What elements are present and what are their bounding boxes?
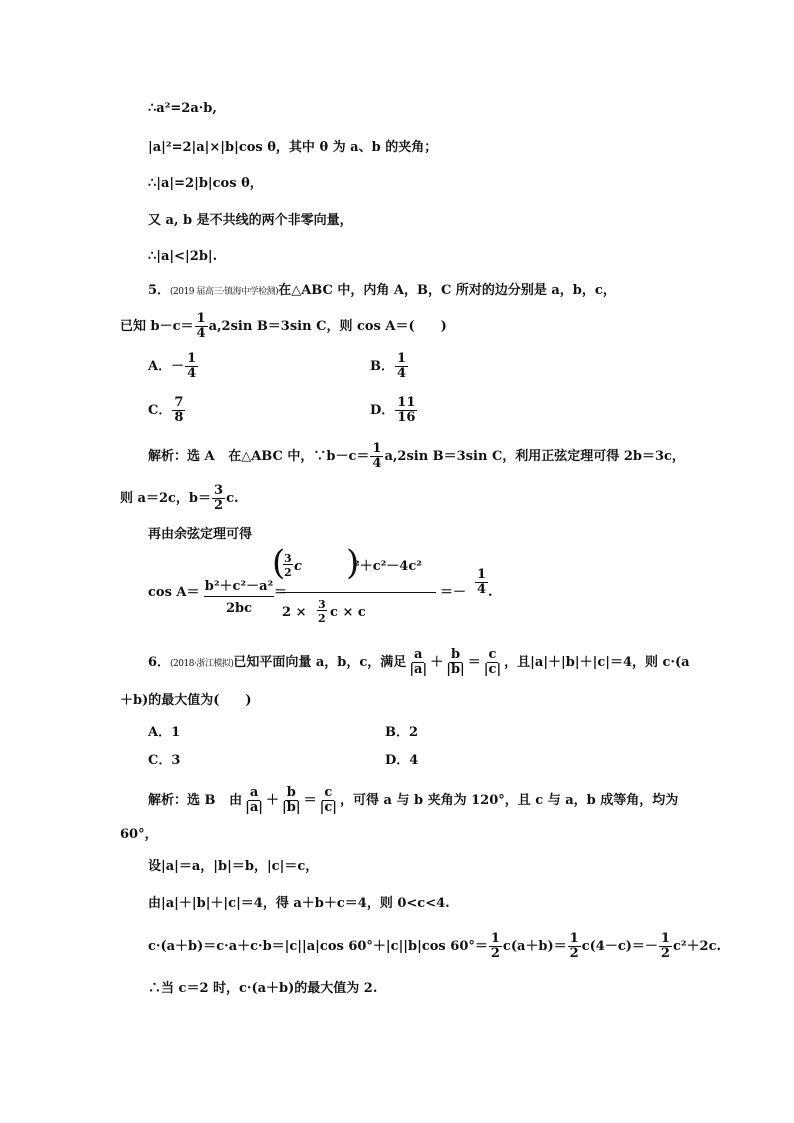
q5-option-d-num: 11 <box>397 395 416 410</box>
q5-stem-frac-den: 4 <box>196 326 206 341</box>
q5-analysis-b-den: 2 <box>214 498 224 513</box>
q6-frac-b-den: |b| <box>446 662 465 677</box>
q6-analysis-a-prefix: 由 <box>229 793 243 808</box>
q6-half-1-num: 1 <box>490 931 500 946</box>
q6-frac-c-den: |c| <box>483 662 502 677</box>
q5-analysis-b-num: 3 <box>214 483 224 498</box>
q6-option-a: A．1 <box>148 725 181 740</box>
line-inequality: ∴|a|<|2b|. <box>148 249 218 264</box>
q6-analysis-frac-b-num: b <box>286 785 296 800</box>
q6-half-2-den: 2 <box>569 946 579 961</box>
q5-stem-fraction <box>195 312 208 341</box>
q5-option-b-den: 4 <box>397 366 407 381</box>
q6-analysis-a-suffix: ，可得 a 与 b 夹角为 120°，且 c 与 a，b 成等角，均为 <box>339 793 679 808</box>
q6-half-1-den: 2 <box>490 946 500 961</box>
q5-option-b-label: B． <box>370 359 394 374</box>
q5-number: 5． <box>148 283 171 298</box>
q5-cos-inner-num: 3 <box>284 552 292 565</box>
q5-option-b-num: 1 <box>397 351 407 366</box>
q6-number: 6． <box>148 655 171 670</box>
q6-line-calc <box>148 932 721 961</box>
q6-analysis-label: 解析：选 B <box>148 793 216 808</box>
q6-line-calc-b: c(a＋b)＝ <box>502 939 567 954</box>
q5-analysis-b-suffix: c. <box>226 491 239 506</box>
q5-analysis-a2: a,2sin B＝3sin C，利用正弦定理可得 2b＝3c， <box>384 449 685 464</box>
q5-option-a-den: 4 <box>187 366 197 381</box>
q5-cos-right-paren: ) <box>346 543 360 583</box>
q6-analysis-frac-b-den: |b| <box>282 800 301 815</box>
q5-analysis-frac-num: 1 <box>372 441 382 456</box>
q5-option-b <box>370 352 409 381</box>
line-noncollinear: 又 a, b 是不共线的两个非零向量， <box>148 213 353 228</box>
q5-cos-left-paren: ( <box>272 543 286 583</box>
q5-option-c-label: C． <box>148 403 172 418</box>
q5-option-d-frac <box>395 396 417 425</box>
q5-stem-frac-num: 1 <box>196 311 206 326</box>
q5-option-a-label: A．－ <box>148 359 185 374</box>
q6-frac-c-num: c <box>488 647 497 662</box>
q6-frac-a-num: a <box>414 647 423 662</box>
line-a-squared: ∴a²=2a·b, <box>148 101 217 116</box>
q5-cos-f1-num: b²＋c²－a² <box>204 579 274 594</box>
q6-analysis-line1: 解析：选 B 由 $\frac{a}{|a|}$ ＋ $\frac{b}{|b|}$ ＝ $\frac{c}{|c|}$ ，可得 a 与 b 夹角为 120°，且 c 与 a，b 成等角，均为 <box>148 785 679 815</box>
q5-cos-f1-den: 2bc <box>225 601 253 616</box>
q5-analysis-line2 <box>120 484 239 513</box>
q5-cos-f2-num-tail: ²＋c²－4c² <box>354 559 422 574</box>
q6-source: (2018·浙江模拟) <box>170 659 234 669</box>
q5-cos-eq: ＝ <box>274 585 288 600</box>
q5-option-a <box>148 352 199 381</box>
q5-cos-den-inner-den: 2 <box>318 612 326 625</box>
q6-analysis-frac-b <box>280 786 303 815</box>
q5-stem-line2 <box>120 312 447 341</box>
q5-cos-result-suffix: . <box>488 585 493 600</box>
q6-analysis-frac-a-num: a <box>249 785 259 800</box>
q5-analysis-frac <box>370 442 383 471</box>
q5-cos-inner-c: c <box>294 559 302 574</box>
q6-half-2 <box>568 932 581 961</box>
q5-option-c <box>148 396 186 425</box>
q6-stem-a-suffix: ，且|a|＋|b|＋|c|＝4，则 c·(a <box>504 655 690 670</box>
q5-cos-result-num: 1 <box>477 567 487 582</box>
q6-frac-b-num: b <box>450 647 461 662</box>
q6-half-3-num: 1 <box>660 931 670 946</box>
q6-analysis-frac-c <box>318 786 339 815</box>
q5-option-d <box>370 396 418 425</box>
line-magnitude-equation: |a|²=2|a|×|b|cos θ，其中 θ 为 a、b 的夹角； <box>148 140 438 155</box>
q5-cos-rule-intro: 再由余弦定理可得 <box>148 527 253 542</box>
q5-analysis-frac-den: 4 <box>372 456 382 471</box>
q5-cos-inner-den: 2 <box>284 566 292 579</box>
q6-line-calc-a: c·(a＋b)＝c·a＋c·b＝|c||a|cos 60°＋|c||b|cos 60°＝ <box>148 939 488 954</box>
q5-cos-f2-den-a: 2 × <box>282 605 307 620</box>
q6-line-calc-d: c²＋2c. <box>672 939 722 954</box>
q5-cos-den-inner-num: 3 <box>318 598 326 611</box>
q6-analysis-frac-c-den: |c| <box>319 800 337 815</box>
q5-option-b-frac <box>395 352 408 381</box>
q6-stem-a: 已知平面向量 a，b，c，满足 <box>233 655 407 670</box>
q5-option-a-frac <box>185 352 198 381</box>
q6-line-calc-c: c(4－c)＝－ <box>581 939 658 954</box>
q6-option-c: C．3 <box>148 753 181 768</box>
line-a-equals: ∴|a|=2|b|cos θ， <box>148 176 263 191</box>
q6-conclusion: ∴当 c＝2 时，c·(a＋b)的最大值为 2. <box>148 981 378 996</box>
q5-option-c-num: 7 <box>174 395 184 410</box>
q5-option-d-label: D． <box>370 403 395 418</box>
q6-half-2-num: 1 <box>569 931 579 946</box>
q6-frac-c <box>482 648 503 677</box>
q5-analysis-b-prefix: 则 a＝2c，b＝ <box>120 491 212 506</box>
q6-line-sum: 由|a|＋|b|＋|c|＝4，得 a＋b＋c＝4，则 0<c<4. <box>148 896 450 911</box>
q6-stem-line2: ＋b)的最大值为( ) <box>120 693 252 708</box>
q5-stem-b-prefix: 已知 b－c＝ <box>120 319 194 334</box>
q6-frac-a <box>407 648 429 677</box>
q6-frac-a-den: |a| <box>409 662 428 677</box>
q6-half-3 <box>659 932 672 961</box>
q6-half-3-den: 2 <box>660 946 670 961</box>
q5-cos-result-frac <box>475 568 488 597</box>
q6-option-b: B．2 <box>385 725 419 740</box>
q6-analysis-frac-a <box>243 786 265 815</box>
q5-cos-f2-den-c: c × c <box>330 605 366 620</box>
q6-line-set: 设|a|＝a，|b|＝b，|c|＝c， <box>148 859 319 874</box>
q5-option-c-den: 8 <box>174 410 184 425</box>
q5-analysis-a: 在△ABC 中，∵b－c＝ <box>228 449 370 464</box>
q5-option-a-num: 1 <box>187 351 197 366</box>
q6-analysis-line2: 60°， <box>120 827 158 842</box>
q5-cos-result-den: 4 <box>477 582 487 597</box>
q6-stem-line1: 6．(2018·浙江模拟)已知平面向量 a，b，c，满足 $\frac{a}{|a|}$ ＋ $\frac{b}{|b|}$ ＝ $\frac{c}{|c|}$ ，且|a|＋|b|＋|c|＝4，则 c·(a <box>148 647 690 677</box>
q6-analysis-frac-c-num: c <box>324 785 333 800</box>
q5-stem-b-suffix: a,2sin B＝3sin C，则 cos A＝( ) <box>208 319 447 334</box>
q5-option-d-den: 16 <box>397 410 416 425</box>
q6-frac-b <box>444 648 467 677</box>
q5-analysis-line1 <box>148 442 685 471</box>
q5-stem-a: 在△ABC 中，内角 A，B，C 所对的边分别是 a，b，c， <box>278 283 616 298</box>
q6-option-d: D．4 <box>385 753 419 768</box>
q5-cos-result-prefix: ＝－ <box>440 585 467 600</box>
q5-stem-line1 <box>148 282 616 301</box>
q5-source: (2019 届高三·镇海中学检测) <box>170 287 279 297</box>
q5-analysis-b-frac <box>212 484 225 513</box>
q5-option-c-frac <box>172 396 185 425</box>
q5-analysis-label: 解析：选 A <box>148 449 215 464</box>
q5-cos-lhs: cos A＝ <box>148 585 200 600</box>
q6-half-1 <box>489 932 502 961</box>
q6-analysis-frac-a-den: |a| <box>245 800 263 815</box>
